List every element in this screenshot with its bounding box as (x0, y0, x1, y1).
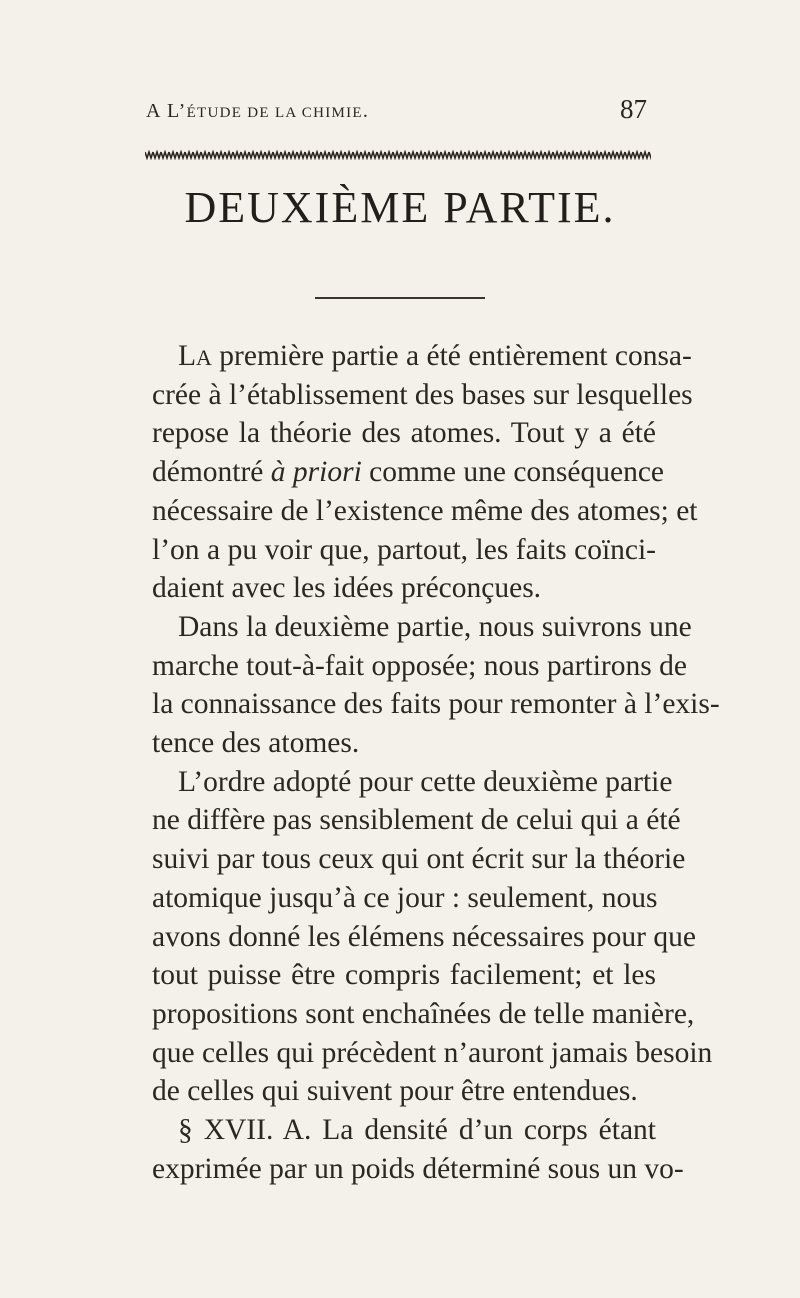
drop-initial: L (178, 340, 197, 372)
running-title-part: A L’ (146, 100, 187, 122)
line-text: nécessaire de l’existence même des atomes; et (152, 494, 698, 527)
line-text: la connaissance des faits pour remonter à l’exis- (152, 688, 720, 721)
running-title-part: . (362, 100, 370, 122)
line-text: exprimée par un poids déterminé sous un vo- (152, 1152, 684, 1185)
line-text: repose la théorie des atomes. Tout y a été (152, 417, 656, 450)
line-text: Dans la deuxième partie, nous suivrons une (178, 610, 692, 643)
line-text: propositions sont enchaînées de telle manière, (152, 997, 695, 1030)
line-text: tence des atomes. (152, 727, 360, 759)
line-text: marche tout-à-fait opposée; nous partirons de (152, 649, 687, 682)
line-text: daient avec les idées préconçues. (152, 572, 542, 605)
section-title: DEUXIÈME PARTIE. (184, 183, 616, 232)
line-text: l’on a pu voir que, partout, les faits coïnci- (152, 533, 656, 566)
line-text: comme une conséquence (361, 456, 665, 489)
small-caps: A (196, 345, 212, 370)
line-text: ne diffère pas sensiblement de celui qui a été (152, 804, 681, 837)
title-divider (315, 297, 485, 299)
line-text: § XVII. A. La densité d’un corps étant (178, 1114, 656, 1146)
line-text: que celles qui précèdent n’auront jamais besoin (152, 1036, 713, 1069)
line-text: de celles qui suivent pour être entendues. (152, 1075, 638, 1108)
line-text: suivi par tous ceux qui ont écrit sur la théorie (152, 843, 686, 876)
running-head (143, 94, 647, 130)
running-title (146, 100, 369, 123)
line-text: crée à l’établissement des bases sur lesquelles (152, 378, 693, 411)
ornamental-rule (145, 150, 651, 160)
line-text: avons donné les élémens nécessaires pour que (152, 920, 696, 953)
page-number: 87 (620, 94, 647, 124)
running-title-part: ÉTUDE DE LA CHIMIE (186, 105, 363, 121)
line-text: L’ordre adopté pour cette deuxième partie (178, 765, 673, 798)
line-text: démontré (152, 456, 271, 489)
italic-text: à priori (270, 456, 362, 489)
line-text: tout puisse être compris facilement; et les (152, 959, 656, 992)
line-text: atomique jusqu’à ce jour : seulement, nous (152, 881, 658, 914)
line-text: première partie a été entièrement consa- (211, 340, 692, 372)
